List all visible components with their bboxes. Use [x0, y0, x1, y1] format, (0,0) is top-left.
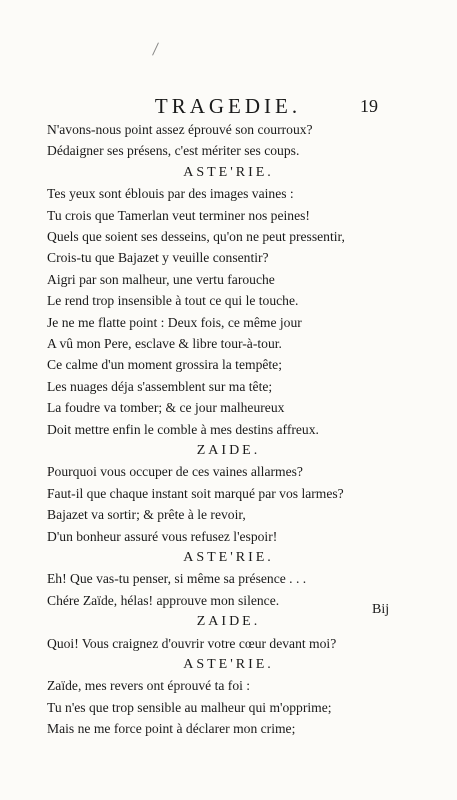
verse-line: D'un bonheur assuré vous refusez l'espoir! [47, 528, 278, 544]
verse-line: Tu crois que Tamerlan veut terminer nos peines! [47, 207, 310, 223]
verse-line: Le rend trop insensible à tout ce qui le touche. [47, 293, 299, 309]
verse-line: Faut-il que chaque instant soit marqué par vos larmes? [47, 485, 344, 501]
speaker-name: ZAIDE. [196, 614, 261, 630]
verse-line: Quoi! Vous craignez d'ouvrir votre cœur devant moi? [47, 635, 337, 651]
verse-line: Doit mettre enfin le comble à mes destins affreux. [47, 421, 319, 437]
verse-line: Crois-tu que Bajazet y veuille consentir? [47, 250, 269, 266]
verse-line: Tes yeux sont éblouis par des images vaines : [47, 186, 294, 202]
verse-line: A vû mon Pere, esclave & libre tour-à-tour. [47, 336, 282, 351]
signature-mark: Bij [372, 602, 390, 617]
verse-line: Mais ne me force point à déclarer mon crime; [47, 721, 296, 737]
verse-line: La foudre va tomber; & ce jour malheureux [47, 400, 285, 416]
verse-line: Dédaigner ses présens, c'est mériter ses coups. [47, 143, 300, 159]
verse-line: Ce calme d'un moment grossira la tempête; [47, 357, 282, 373]
speaker-name: ASTE'RIE. [183, 550, 274, 565]
speaker-name: ASTE'RIE. [183, 164, 274, 180]
verse-line: Quels que soient ses desseins, qu'on ne peut pressentir, [47, 229, 345, 244]
verse-line: Zaïde, mes revers ont éprouvé ta foi : [47, 678, 251, 694]
page-number: 19 [360, 96, 378, 116]
verse-line: Les nuages déja s'assemblent sur ma tête; [47, 378, 273, 394]
speaker-name: ASTE'RIE. [183, 657, 274, 672]
verse-line: N'avons-nous point assez éprouvé son courroux? [47, 122, 313, 137]
verse-line: Chére Zaïde, hélas! approuve mon silence. [47, 592, 280, 608]
verse-line: Eh! Que vas-tu penser, si même sa présence . . . [47, 571, 307, 587]
speaker-name: ZAIDE. [196, 443, 261, 458]
verse-line: Aigri par son malheur, une vertu farouche [47, 271, 275, 287]
running-title: TRAGEDIE. [154, 94, 302, 118]
stray-ink-mark [152, 42, 159, 55]
page-header [0, 94, 457, 120]
verse-line: Je ne me flatte point : Deux fois, ce même jour [47, 314, 302, 330]
verse-line: Bajazet va sortir; & prête à le revoir, [47, 507, 246, 523]
verse-line: Tu n'es que trop sensible au malheur qui m'opprime; [47, 699, 332, 715]
verse-line: Pourquoi vous occuper de ces vaines allarmes? [47, 464, 303, 480]
